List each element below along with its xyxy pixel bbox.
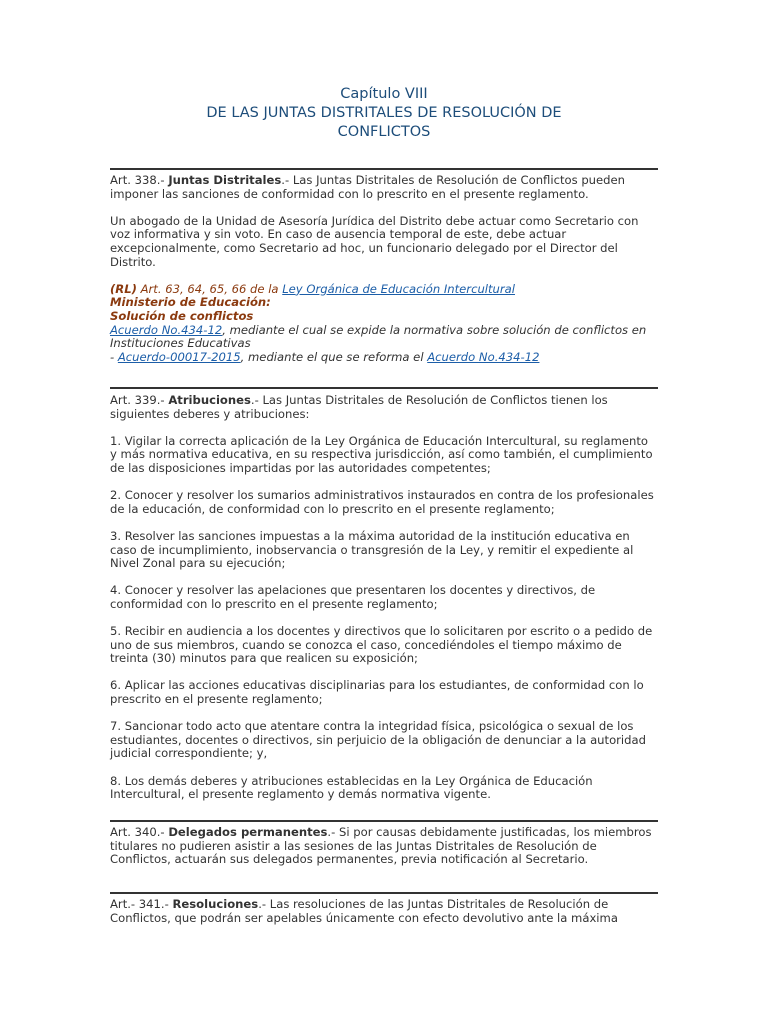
list-item: 7. Sancionar todo acto que atentare contra la integridad física, psicológica o sexual de los estudiantes, docentes o directivos, sin perjuicio de la obligación de denunciar a la autoridad judicial correspondiente; y, [110,719,646,761]
chapter-title-line1: DE LAS JUNTAS DISTRITALES DE RESOLUCIÓN DE [206,105,562,121]
ministry-label: Ministerio de Educación: [110,295,271,310]
list-item: 6. Aplicar las acciones educativas disciplinarias para los estudiantes, de conformidad con lo prescrito en el presente reglamento; [110,678,644,707]
article-text: .- Las Juntas Distritales de Resolución de Conflictos pueden imponer las sanciones de conformidad con lo prescrito en el presente reglamento. [110,173,625,201]
article-title: Delegados permanentes [168,825,328,839]
ref1-text: , mediante el cual se expide la normativa sobre solución de conflictos en Instituciones Educativas [110,322,647,351]
list-item: 5. Recibir en audiencia a los docentes y directivos que lo solicitaren por escrito o a pedido de uno de sus miembros, cuando se conozca el caso, concediéndoles el tiempo máximo de treinta (30) minutos para que realicen su exposición; [110,624,653,666]
article-338 [110,168,658,364]
chapter-heading [110,85,658,142]
article-text: .- Las resoluciones de las Juntas Distritales de Resolución de Conflictos, que podrán ser apelables únicamente con efecto devolutivo ante la máxima [110,897,618,925]
references [110,283,658,365]
rl-text: Art. 63, 64, 65, 66 de la [136,281,283,296]
ref2-prefix: - [110,349,118,364]
topic-label: Solución de conflictos [110,308,254,323]
chapter-number: Capítulo VIII [340,86,428,102]
ref2-text: , mediante el que se reforma el [240,349,428,364]
list-item: 2. Conocer y resolver los sumarios administrativos instaurados en contra de los profesionales de la educación, de conformidad con lo prescrito en el presente reglamento; [110,488,654,516]
list-item: 3. Resolver las sanciones impuestas a la máxima autoridad de la institución educativa en caso de incumplimiento, inobservancia o transgresión de la Ley, y remitir el expediente al Nivel Zonal para su ejecución; [110,528,634,571]
article-paragraph: Un abogado de la Unidad de Asesoría Jurídica del Distrito debe actuar como Secretario con voz informativa y sin voto. En caso de ausencia temporal de este, debe actuar excepcionalmente, como Secretario ad hoc, un funcionario delegado por el Director del Distrito. [110,213,639,269]
article-340 [110,820,658,880]
chapter-title-line2: CONFLICTOS [337,124,431,140]
rl-tag: (RL) [110,281,137,296]
article-341 [110,892,658,939]
ley-organica-link[interactable]: Ley Orgánica de Educación Intercultural [282,281,515,296]
list-item: 4. Conocer y resolver las apelaciones que presentaren los docentes y directivos, de conformidad con lo prescrito en el presente reglamento; [110,583,596,611]
article-number: Art. 338.- [110,173,165,187]
article-text: .- Las Juntas Distritales de Resolución de Conflictos tienen los siguientes deberes y atribuciones: [110,393,608,421]
article-text: .- Si por causas debidamente justificadas, los miembros titulares no pudieren asistir a las sesiones de las Juntas Distritales de Resolución de Conflictos, actuarán sus delegados permanentes, previa notificación al Secretario. [110,825,652,867]
article-title: Resoluciones [172,897,259,911]
article-title: Atribuciones [168,393,251,407]
acuerdo-00017-2015-link[interactable]: Acuerdo-00017-2015 [117,349,241,364]
article-number: Art. 340.- [110,825,165,839]
article-number: Art.- 341.- [110,897,169,911]
list-item: 1. Vigilar la correcta aplicación de la Ley Orgánica de Educación Intercultural, su reglamento y más normativa educativa, en su respectiva jurisdicción, así como también, el cumplimiento de las disposiciones impartidas por las autoridades competentes; [110,433,653,475]
acuerdo-434-12-link[interactable]: Acuerdo No.434-12 [110,322,223,337]
list-item: 8. Los demás deberes y atribuciones establecidas en la Ley Orgánica de Educación Intercultural, el presente reglamento y demás normativa vigente. [110,773,593,802]
article-number: Art. 339.- [110,393,165,407]
article-title: Juntas Distritales [168,173,282,187]
article-339 [110,387,658,815]
acuerdo-434-12-link-2[interactable]: Acuerdo No.434-12 [427,349,540,364]
